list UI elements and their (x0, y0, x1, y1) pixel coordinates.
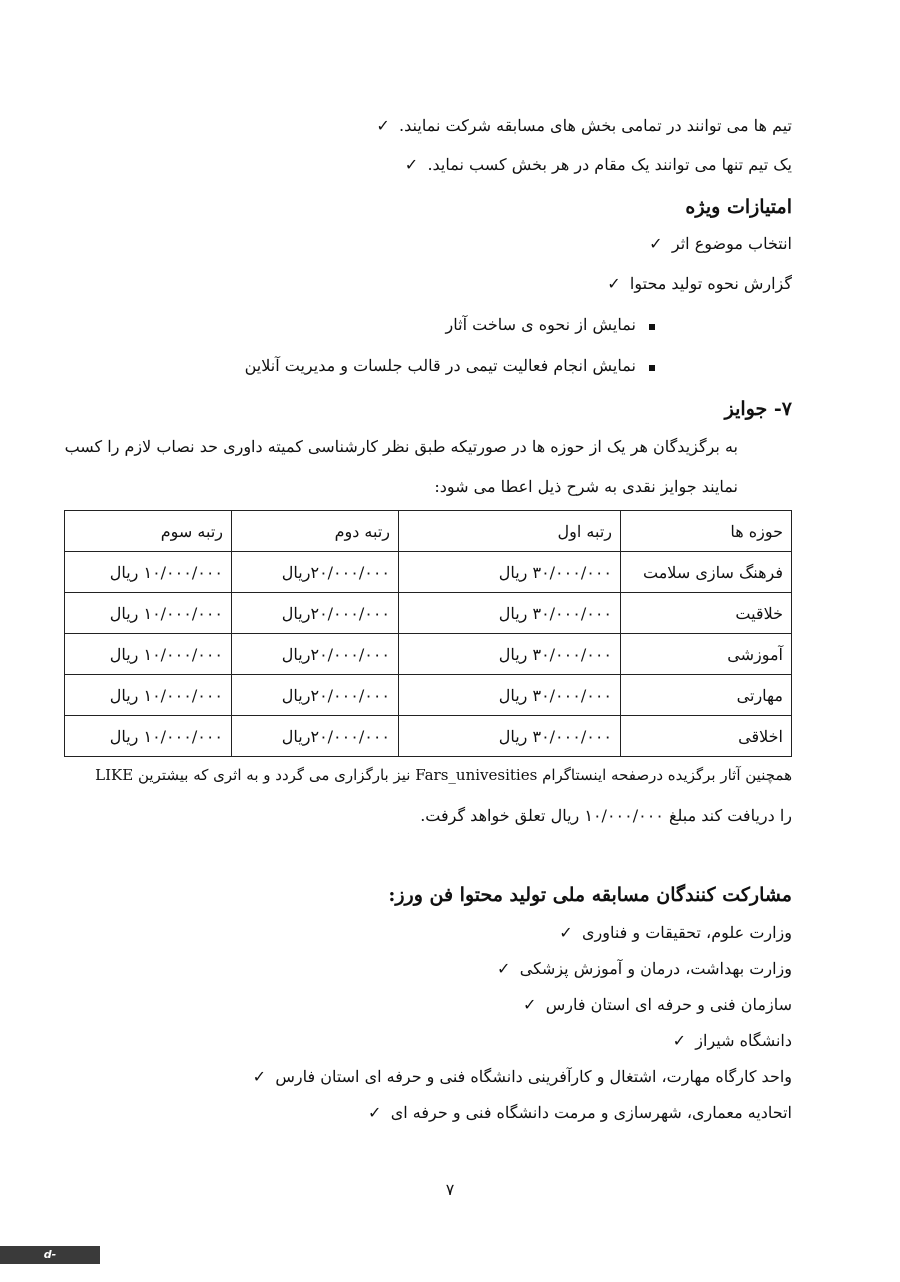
check-icon: ✓ (672, 1031, 686, 1050)
table-cell: فرهنگ سازی سلامت (621, 552, 792, 593)
prizes-intro-line2: نمایند جوایز نقدی به شرح ذیل اعطا می شود: (434, 477, 738, 496)
table-cell: ۱۰/۰۰۰/۰۰۰ ریال (65, 716, 232, 757)
participant-item: ✓ سازمان فنی و حرفه ای استان فارس (523, 995, 792, 1014)
square-bullet-icon (649, 324, 655, 330)
special-item: ✓ انتخاب موضوع اثر (649, 234, 792, 253)
table-cell: ۳۰/۰۰۰/۰۰۰ ریال (399, 675, 621, 716)
rule-item: ✓ یک تیم تنها می توانند یک مقام در هر بخش کسب نماید. (404, 155, 792, 174)
watermark-logo: d-babol.nus.ac.ir (0, 1246, 100, 1264)
table-cell: ۱۰/۰۰۰/۰۰۰ ریال (65, 675, 232, 716)
check-icon: ✓ (607, 274, 621, 293)
check-icon: ✓ (368, 1103, 382, 1122)
table-header-cell: رتبه اول (399, 511, 621, 552)
table-cell: ۱۰/۰۰۰/۰۰۰ ریال (65, 634, 232, 675)
table-row (65, 634, 792, 675)
table-cell: ۱۰/۰۰۰/۰۰۰ ریال (65, 552, 232, 593)
table-row (65, 675, 792, 716)
table-cell: ۳۰/۰۰۰/۰۰۰ ریال (399, 552, 621, 593)
rule-item: ✓ تیم ها می توانند در تمامی بخش های مسابقه شرکت نمایند. (376, 116, 792, 135)
check-icon: ✓ (404, 155, 419, 174)
table-row (65, 552, 792, 593)
table-cell: ۲۰/۰۰۰/۰۰۰ریال (232, 675, 399, 716)
participants-title: مشارکت کنندگان مسابقه ملی تولید محتوا فن ورز: (388, 884, 792, 906)
special-subitem: نمایش انجام فعالیت تیمی در قالب جلسات و مدیریت آنلاین (245, 355, 655, 377)
prizes-note-line2: را دریافت کند مبلغ ۱۰/۰۰۰/۰۰۰ ریال تعلق خواهد گرفت. (420, 806, 792, 825)
table-cell: آموزشی (621, 634, 792, 675)
check-icon: ✓ (523, 995, 537, 1014)
table-cell: مهارتی (621, 675, 792, 716)
table-cell: ۳۰/۰۰۰/۰۰۰ ریال (399, 716, 621, 757)
check-icon: ✓ (559, 923, 573, 942)
special-subitem: نمایش از نحوه ی ساخت آثار (446, 314, 655, 336)
special-title: امتیازات ویژه (685, 196, 792, 218)
table-cell: ۳۰/۰۰۰/۰۰۰ ریال (399, 634, 621, 675)
square-bullet-icon (649, 365, 655, 371)
prizes-table (64, 510, 792, 757)
participant-item: ✓ وزارت علوم، تحقیقات و فناوری (559, 923, 792, 942)
table-cell: ۲۰/۰۰۰/۰۰۰ریال (232, 552, 399, 593)
prizes-note-line1: همچنین آثار برگزیده درصفحه اینستاگرام Fars_univesities نیز بارگزاری می گردد و به اثری که بیشترین LIKE (95, 766, 792, 784)
table-cell: ۲۰/۰۰۰/۰۰۰ریال (232, 593, 399, 634)
check-icon: ✓ (376, 116, 390, 135)
special-item: ✓ گزارش نحوه تولید محتوا (607, 274, 792, 293)
table-cell: ۲۰/۰۰۰/۰۰۰ریال (232, 634, 399, 675)
prizes-title: ۷- جوایز (724, 398, 792, 420)
check-icon: ✓ (649, 234, 663, 253)
table-row (65, 593, 792, 634)
participant-item: ✓ اتحادیه معماری، شهرسازی و مرمت دانشگاه فنی و حرفه ای (368, 1103, 792, 1122)
table-cell: ۲۰/۰۰۰/۰۰۰ریال (232, 716, 399, 757)
participant-item: ✓ دانشگاه شیراز (672, 1031, 792, 1050)
check-icon: ✓ (252, 1067, 267, 1086)
table-header-cell: رتبه سوم (65, 511, 232, 552)
participant-item: ✓ وزارت بهداشت، درمان و آموزش پزشکی (497, 959, 792, 978)
table-cell: ۳۰/۰۰۰/۰۰۰ ریال (399, 593, 621, 634)
table-cell: اخلاقی (621, 716, 792, 757)
table-header-cell: حوزه ها (621, 511, 792, 552)
check-icon: ✓ (497, 959, 511, 978)
table-cell: ۱۰/۰۰۰/۰۰۰ ریال (65, 593, 232, 634)
page-number: ۷ (445, 1180, 455, 1199)
prizes-intro-line1: به برگزیدگان هر یک از حوزه ها در صورتیکه طبق نظر کارشناسی کمیته داوری حد نصاب لازم را کسب (64, 437, 738, 456)
participant-item: ✓ واحد کارگاه مهارت، اشتغال و کارآفرینی دانشگاه فنی و حرفه ای استان فارس (252, 1067, 792, 1086)
table-header-row (65, 511, 792, 552)
table-row (65, 716, 792, 757)
table-cell: خلاقیت (621, 593, 792, 634)
table-header-cell: رتبه دوم (232, 511, 399, 552)
